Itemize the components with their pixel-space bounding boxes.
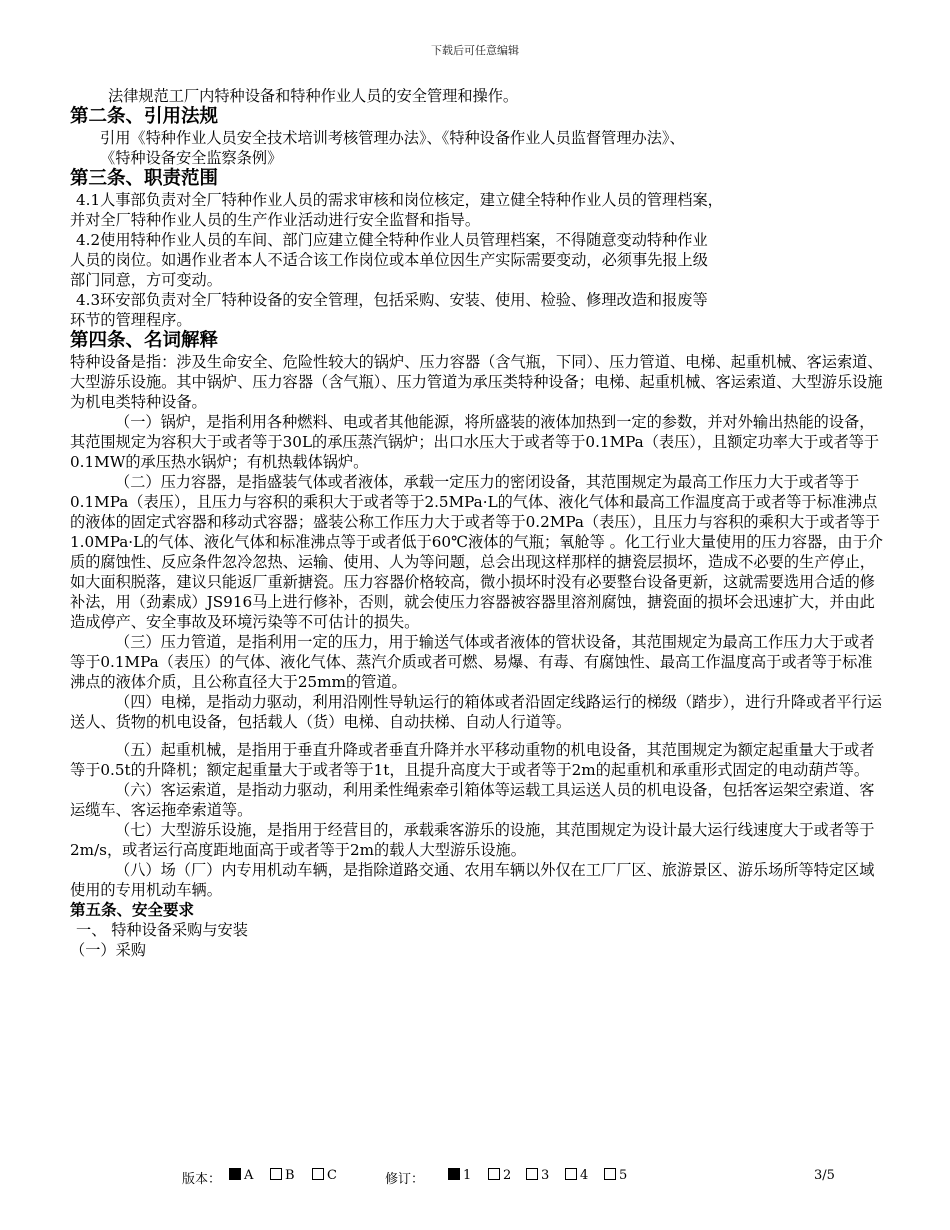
checkbox-empty-icon	[488, 1168, 500, 1180]
section-3-item-4-3-cont: 环节的管理程序。	[70, 311, 192, 329]
version-option-a[interactable]: A	[229, 1168, 253, 1183]
revision-option-2[interactable]: 2	[488, 1168, 511, 1183]
checkbox-checked-icon	[229, 1168, 241, 1180]
section-2-text: 引用《特种作业人员安全技术培训考核管理办法》、《特种设备作业人员监督管理办法》、	[100, 129, 685, 147]
section-4-item-8-vehicle: （八）场（厂）内专用机动车辆，是指除道路交通、农用车辆以外仅在工厂厂区、旅游景区、游乐场所等特定区域使用的专用机动车辆。	[70, 861, 875, 899]
section-3-heading: 第三条、职责范围	[70, 168, 219, 189]
version-label: 版本：	[182, 1172, 222, 1187]
section-4-item-6-ropeway: （六）客运索道，是指动力驱动，利用柔性绳索牵引箱体等运载工具运送人员的机电设备，包括客运架空索道、客运缆车、客运拖牵索道等。	[70, 781, 875, 819]
section-4-definition: 特种设备是指：涉及生命安全、危险性较大的锅炉、压力容器（含气瓶，下同）、压力管道、电梯、起重机械、客运索道、大型游乐设施。其中锅炉、压力容器（含气瓶）、压力管道为承压类特种设备；电梯、起重机械、客运索道、大型游乐设施为机电类特种设备。	[70, 353, 883, 411]
version-option-c[interactable]: C	[312, 1168, 337, 1183]
revision-option-3[interactable]: 3	[526, 1168, 549, 1183]
checkbox-empty-icon	[565, 1168, 577, 1180]
page-number: 3/5	[814, 1168, 835, 1183]
section-2-text-cont: 《特种设备安全监察条例》	[100, 149, 283, 167]
revision-label: 修订：	[385, 1172, 425, 1187]
section-4-item-2-pressure-vessel: （二）压力容器，是指盛装气体或者液体，承载一定压力的密闭设备，其范围规定为最高工作压力大于或者等于0.1MPa（表压），且压力与容积的乘积大于或者等于2.5MPa·L的气体、液化气体和最高工作温度高于或者等于标准沸点的液体的固定式容器和移动式容器；盛装公称工作压力大于或者等于0.2MPa（表压），且压力与容积的乘积大于或者等于1.0MPa·L的气体、液化气体和标准沸点等于或者低于60℃液体的气瓶；氧舱等 。化工行业大量使用的压力容器，由于介质的腐蚀性、反应条件忽冷忽热、运输、使用、人为等问题，总会出现这样那样的搪瓷层损坏，造成不必要的生产停止，如大面积脱落，建议只能返厂重新搪瓷。压力容器价格较高，微小损坏时没有必要整台设备更新，这就需要选用合适的修补法，用（劲素成）JS916马上进行修补，否则，就会使压力容器被容器里溶剂腐蚀，搪瓷面的损坏会迅速扩大，并由此造成停产、安全事故及环境污染等不可估计的损失。	[70, 473, 883, 631]
section-5-heading: 第五条、安全要求	[70, 901, 195, 919]
section-3-item-4-1: 4.1人事部负责对全厂特种作业人员的需求审核和岗位核定，建立健全特种作业人员的管理档案，	[76, 191, 723, 209]
section-2-heading: 第二条、引用法规	[70, 106, 219, 127]
checkbox-empty-icon	[312, 1168, 324, 1180]
section-4-item-1-boiler: （一）锅炉，是指利用各种燃料、电或者其他能源，将所盛装的液体加热到一定的参数，并对外输出热能的设备，其范围规定为容积大于或者等于30L的承压蒸汽锅炉；出口水压大于或者等于0.1MPa（表压），且额定功率大于或者等于0.1MW的承压热水锅炉；有机热载体锅炉。	[70, 413, 880, 471]
intro-paragraph: 法律规范工厂内特种设备和特种作业人员的安全管理和操作。	[108, 87, 519, 105]
revision-option-1[interactable]: 1	[448, 1168, 471, 1183]
section-5-subheading-1-1: （一）采购	[70, 941, 146, 959]
page-header: 下载后可任意编辑	[431, 44, 519, 57]
section-3-item-4-1-cont: 并对全厂特种作业人员的生产作业活动进行安全监督和指导。	[70, 211, 481, 229]
section-4-item-5-crane: （五）起重机械，是指用于垂直升降或者垂直升降并水平移动重物的机电设备，其范围规定为额定起重量大于或者等于0.5t的升降机；额定起重量大于或者等于1t，且提升高度大于或者等于2m的起重机和承重形式固定的电动葫芦等。	[70, 741, 875, 779]
section-4-item-7-amusement: （七）大型游乐设施，是指用于经营目的，承载乘客游乐的设施，其范围规定为设计最大运行线速度大于或者等于2m/s，或者运行高度距地面高于或者等于2m的载人大型游乐设施。	[70, 821, 875, 859]
document-body	[70, 86, 885, 960]
version-option-b[interactable]: B	[270, 1168, 295, 1183]
section-3-item-4-2: 4.2使用特种作业人员的车间、部门应建立健全特种作业人员管理档案，不得随意变动特种作业	[76, 231, 708, 249]
revision-option-5[interactable]: 5	[604, 1168, 627, 1183]
checkbox-checked-icon	[448, 1168, 460, 1180]
section-4-item-3-pressure-pipe: （三）压力管道，是指利用一定的压力，用于输送气体或者液体的管状设备，其范围规定为最高工作压力大于或者等于0.1MPa（表压）的气体、液化气体、蒸汽介质或者可燃、易爆、有毒、有腐蚀性、最高工作温度高于或者等于标准沸点的液体介质，且公称直径大于25mm的管道。	[70, 633, 875, 691]
section-3-item-4-2-cont2: 部门同意，方可变动。	[70, 271, 222, 289]
section-3-item-4-3: 4.3环安部负责对全厂特种设备的安全管理，包括采购、安装、使用、检验、修理改造和报废等	[76, 291, 708, 309]
section-4-heading: 第四条、名词解释	[70, 330, 219, 351]
section-4-item-4-elevator: （四）电梯，是指动力驱动，利用沿刚性导轨运行的箱体或者沿固定线路运行的梯级（踏步），进行升降或者平行运送人、货物的机电设备，包括载人（货）电梯、自动扶梯、自动人行道等。	[70, 693, 882, 731]
revision-option-4[interactable]: 4	[565, 1168, 588, 1183]
checkbox-empty-icon	[526, 1168, 538, 1180]
section-3-item-4-2-cont: 人员的岗位。如遇作业者本人不适合该工作岗位或本单位因生产实际需要变动，必须事先报上级	[70, 251, 708, 269]
checkbox-empty-icon	[270, 1168, 282, 1180]
checkbox-empty-icon	[604, 1168, 616, 1180]
section-5-subheading-1: 一、 特种设备采购与安装	[76, 921, 248, 939]
